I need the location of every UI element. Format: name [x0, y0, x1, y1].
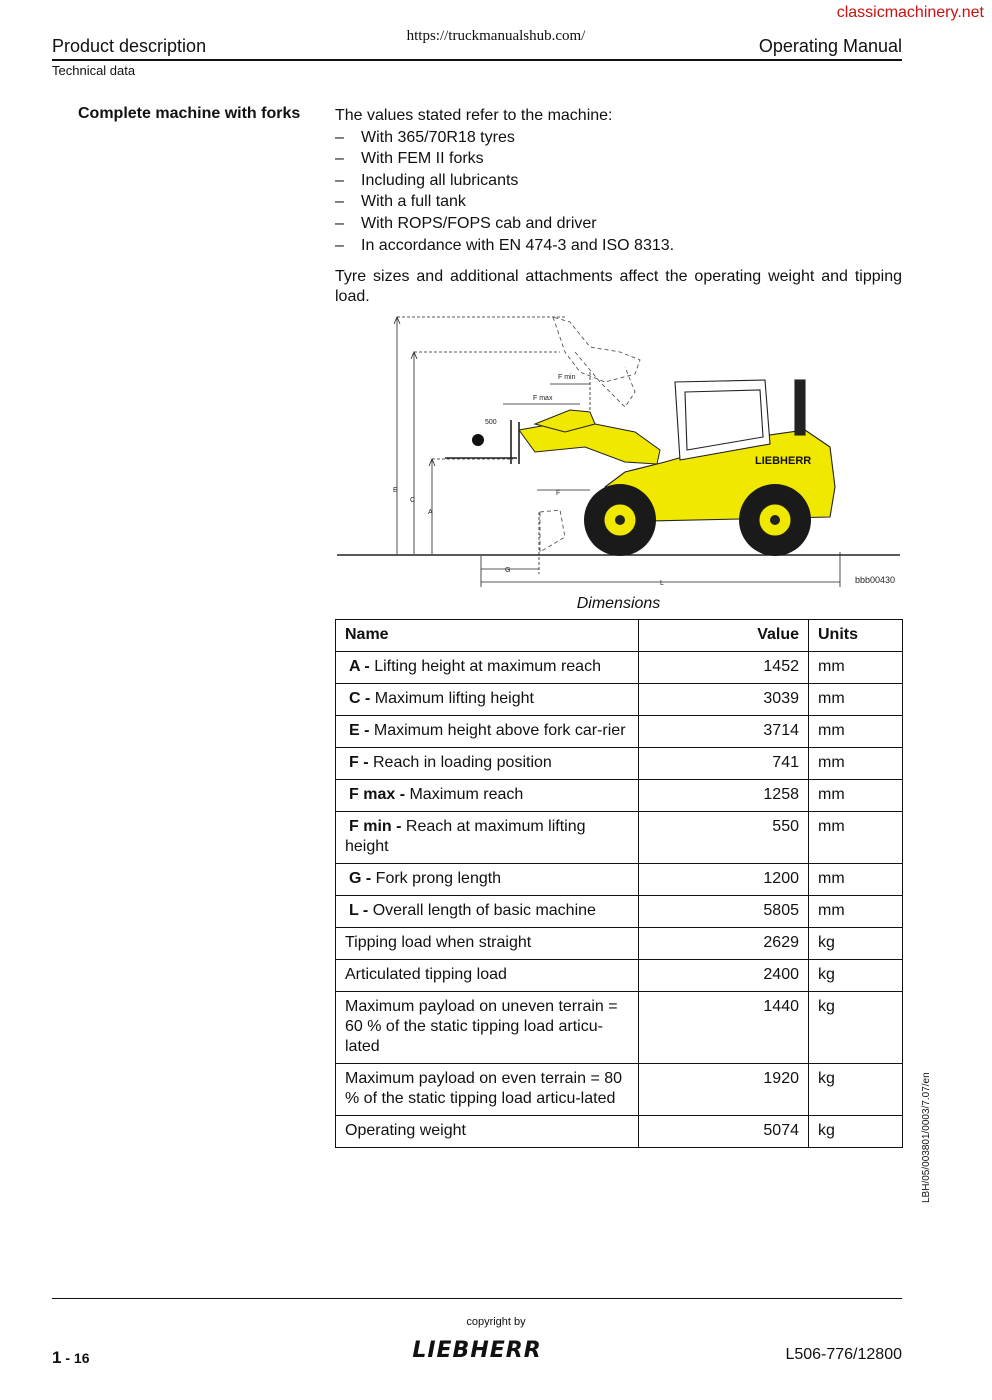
condition-item	[335, 191, 902, 213]
watermark-link[interactable]: classicmachinery.net	[836, 4, 984, 21]
cell-value: 1440	[639, 992, 809, 1064]
list-dash: –	[335, 128, 344, 146]
cell-unit: mm	[809, 652, 903, 684]
dimension-code: C -	[349, 690, 375, 707]
dimension-name: Maximum payload on even terrain = 80 % of the static tipping load articu-lated	[345, 1070, 623, 1107]
cell-unit: kg	[809, 992, 903, 1064]
cell-name	[336, 684, 639, 716]
label-a: A	[428, 509, 433, 516]
cell-name	[336, 960, 639, 992]
table-body	[336, 652, 903, 1148]
dimension-name: Tipping load when straight	[345, 934, 532, 951]
side-doc-reference-text: LBH/05/003801/0003/7.07/en	[921, 1072, 932, 1203]
dimension-name: Maximum reach	[409, 786, 524, 803]
condition-item	[335, 235, 902, 257]
cell-value: 1258	[639, 780, 809, 812]
cell-unit: kg	[809, 1064, 903, 1116]
cell-name	[336, 864, 639, 896]
cell-value: 2400	[639, 960, 809, 992]
list-dash: –	[335, 150, 344, 168]
cell-value: 550	[639, 812, 809, 864]
dimension-name: Maximum lifting height	[374, 690, 534, 707]
condition-text: With 365/70R18 tyres	[361, 128, 515, 146]
dimensions-table	[335, 619, 903, 1148]
machine-dimension-figure	[335, 312, 902, 590]
cell-value: 3714	[639, 716, 809, 748]
table-row	[336, 812, 903, 864]
cell-unit: mm	[809, 748, 903, 780]
label-fmin: F min	[558, 374, 576, 381]
table-row	[336, 864, 903, 896]
dimension-code: F max -	[349, 786, 410, 803]
figure-caption: Dimensions	[576, 595, 661, 612]
dimension-name: Overall length of basic machine	[372, 902, 596, 919]
machine-brand-label: LIEBHERR	[755, 455, 812, 467]
table-row	[336, 896, 903, 928]
source-url[interactable]: https://truckmanualshub.com/	[406, 28, 586, 44]
svg-text:LIEBHERR: LIEBHERR	[412, 1338, 542, 1362]
dimension-code: A -	[349, 658, 375, 675]
cell-value: 1452	[639, 652, 809, 684]
header-subsection: Technical data	[52, 63, 136, 78]
dimension-name: Maximum height above fork car-rier	[373, 722, 626, 739]
cell-name	[336, 928, 639, 960]
cell-name	[336, 992, 639, 1064]
model-reference: L506-776/12800	[785, 1346, 902, 1363]
condition-text: In accordance with EN 474-3 and ISO 8313.	[361, 236, 675, 254]
table-row	[336, 992, 903, 1064]
dimension-code: E -	[349, 722, 374, 739]
header-name: Name	[336, 620, 639, 652]
condition-item	[335, 213, 902, 235]
list-dash: –	[335, 214, 344, 232]
table-row	[336, 652, 903, 684]
table-row	[336, 1116, 903, 1148]
dimension-name: Reach at maximum lifting height	[345, 818, 586, 855]
dimension-name: Maximum payload on uneven terrain = 60 % of the static tipping load articu-lated	[345, 998, 618, 1055]
cell-value: 741	[639, 748, 809, 780]
cell-unit: mm	[809, 716, 903, 748]
label-f: F	[556, 490, 561, 497]
label-c: C	[410, 497, 416, 504]
table-row	[336, 716, 903, 748]
table-header-row	[336, 620, 903, 652]
cell-unit: kg	[809, 960, 903, 992]
dimension-code: F min -	[349, 818, 406, 835]
cell-name	[336, 1064, 639, 1116]
liebherr-logo	[398, 1336, 556, 1362]
condition-text: With FEM II forks	[361, 150, 484, 168]
intro-block	[335, 105, 902, 256]
condition-text: Including all lubricants	[361, 171, 519, 189]
cell-name	[336, 748, 639, 780]
cell-name	[336, 780, 639, 812]
header-units: Units	[809, 620, 903, 652]
note-paragraph: Tyre sizes and additional attachments affect the operating weight and tipping load.	[335, 268, 902, 305]
header-rule	[52, 59, 902, 61]
cell-unit: kg	[809, 1116, 903, 1148]
cell-unit: mm	[809, 684, 903, 716]
table-row	[336, 928, 903, 960]
dimension-code: F -	[349, 754, 373, 771]
list-dash: –	[335, 193, 344, 211]
section-side-title: Complete machine with forks	[78, 105, 301, 122]
cell-unit: mm	[809, 812, 903, 864]
dimension-name: Operating weight	[345, 1122, 466, 1139]
header-value: Value	[639, 620, 809, 652]
conditions-list	[335, 127, 902, 257]
label-fmax: F max	[533, 395, 553, 402]
condition-text: With a full tank	[361, 193, 466, 211]
cell-unit: mm	[809, 896, 903, 928]
table-row	[336, 684, 903, 716]
list-dash: –	[335, 236, 344, 254]
page-number: 1 - 16	[52, 1348, 90, 1367]
cell-value: 2629	[639, 928, 809, 960]
condition-item	[335, 148, 902, 170]
intro-text: The values stated refer to the machine:	[335, 107, 613, 124]
list-dash: –	[335, 171, 344, 189]
table-row	[336, 748, 903, 780]
table-row	[336, 780, 903, 812]
dimension-name: Articulated tipping load	[345, 966, 507, 983]
condition-item	[335, 127, 902, 149]
cell-name	[336, 1116, 639, 1148]
header-section-title: Product description	[52, 36, 207, 56]
cell-unit: kg	[809, 928, 903, 960]
table-row	[336, 1064, 903, 1116]
dimension-name: Fork prong length	[375, 870, 502, 887]
cell-name	[336, 812, 639, 864]
cell-name	[336, 652, 639, 684]
cell-value: 5074	[639, 1116, 809, 1148]
label-e: E	[393, 487, 398, 494]
cell-unit: mm	[809, 780, 903, 812]
dimension-name: Reach in loading position	[373, 754, 552, 771]
condition-text: With ROPS/FOPS cab and driver	[361, 214, 597, 232]
cell-name	[336, 716, 639, 748]
cell-value: 1920	[639, 1064, 809, 1116]
side-doc-reference	[918, 1068, 938, 1208]
cell-value: 1200	[639, 864, 809, 896]
label-load: 500	[485, 419, 497, 426]
copyright-text: copyright by	[466, 1316, 526, 1328]
cell-name	[336, 896, 639, 928]
label-l: L	[660, 580, 664, 587]
label-g: G	[505, 567, 511, 574]
dimension-code: L -	[349, 902, 373, 919]
condition-item	[335, 170, 902, 192]
cell-value: 5805	[639, 896, 809, 928]
footer-rule	[52, 1298, 902, 1299]
figure-code: bbb00430	[855, 575, 896, 585]
cell-value: 3039	[639, 684, 809, 716]
cell-unit: mm	[809, 864, 903, 896]
dimension-name: Lifting height at maximum reach	[374, 658, 601, 675]
header-manual-title: Operating Manual	[758, 36, 902, 56]
dimension-code: G -	[349, 870, 376, 887]
table-row	[336, 960, 903, 992]
